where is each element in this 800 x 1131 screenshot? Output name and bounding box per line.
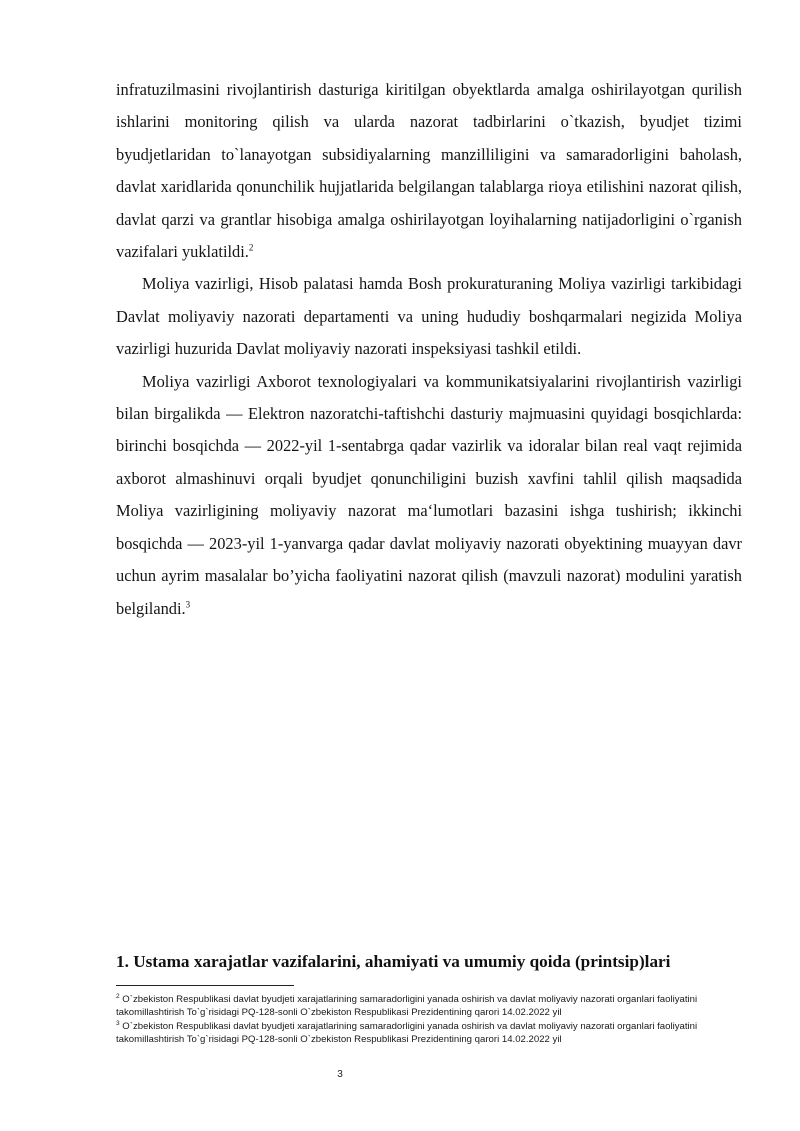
footnote-2-number: 2	[116, 992, 120, 1000]
paragraph-3	[116, 366, 742, 625]
footnote-ref-3[interactable]: 3	[185, 599, 191, 610]
paragraph-continuation	[116, 74, 742, 268]
footnote-3	[116, 1020, 748, 1047]
body-text	[116, 74, 742, 625]
footnote-2	[116, 993, 748, 1020]
footnote-3-text: O`zbekiston Respublikasi davlat byudjeti xarajatlarining samaradorligini yanada oshirish va davlat moliyaviy nazorati organlari faoliyatini takomillashtirish To`g`risidagi PQ-128-sonli O`zbekiston Respublikasi Prezidentining qarori 14.02.2022 yil	[116, 1020, 698, 1046]
paragraph-1-text: infratuzilmasini rivojlantirish dasturiga kiritilgan obyektlarda amalga oshirilayotgan qurilish ishlarini monitoring qilish va ularda nazorat tadbirlarini o`tkazish, byudjet tizimi byudjetlaridan to`lanayotgan subsidiyalarning manzilliligini va samaradorligini baholash, davlat xaridlarida qonunchilik hujjatlarida belgilangan talablarga rioya etilishini nazorat qilish, davlat qarzi va grantlar hisobiga amalga oshirilayotgan loyihalarning natijadorligini o`rganish vazifalari yuklatildi.	[116, 80, 742, 262]
paragraph-3-text: Moliya vazirligi Axborot texnologiyalari va kommunikatsiyalarini rivojlantirish vazirligi bilan birgalikda — Elektron nazoratchi-taftishchi dasturiy majmuasini quyidagi bosqichlarda: birinchi bosqichda — 2022-yil 1-sentabrga qadar vazirlik va idoralar bilan real vaqt rejimida axborot almashinuvi orqali byudjet qonunchiligini buzish xavfini tahlil qilish maqsadida Moliya vazirligining moliyaviy nazorat ma‘lumotlari bazasini ishga tushirish; ikkinchi bosqichda — 2023-yil 1-yanvarga qadar davlat moliyaviy nazorati obyektining muayyan davr uchun ayrim masalalar bo’yicha faoliyatini nazorat qilish (mavzuli nazorat) modulini yaratish belgilandi.	[116, 371, 742, 618]
page-number: 3	[337, 1069, 343, 1080]
footnote-3-number: 3	[116, 1019, 120, 1027]
section-heading: 1. Ustama xarajatlar vazifalarini, ahamiyati va umumiy qoida (printsip)lari	[116, 952, 671, 971]
footnote-ref-2[interactable]: 2	[248, 242, 254, 253]
footnote-separator	[116, 985, 294, 986]
footnotes	[116, 993, 748, 1047]
paragraph-2: Moliya vazirligi, Hisob palatasi hamda Bosh prokuraturaning Moliya vazirligi tarkibidagi Davlat moliyaviy nazorati departamenti va uning hududiy boshqarmalari negizida Moliya vazirligi huzurida Davlat moliyaviy nazorati inspeksiyasi tashkil etildi.	[116, 274, 742, 359]
footnote-2-text: O`zbekiston Respublikasi davlat byudjeti xarajatlarining samaradorligini yanada oshirish va davlat moliyaviy nazorati organlari faoliyatini takomillashtirish To`g`risidagi PQ-128-sonli O`zbekiston Respublikasi Prezidentining qarori 14.02.2022 yil	[116, 994, 698, 1019]
